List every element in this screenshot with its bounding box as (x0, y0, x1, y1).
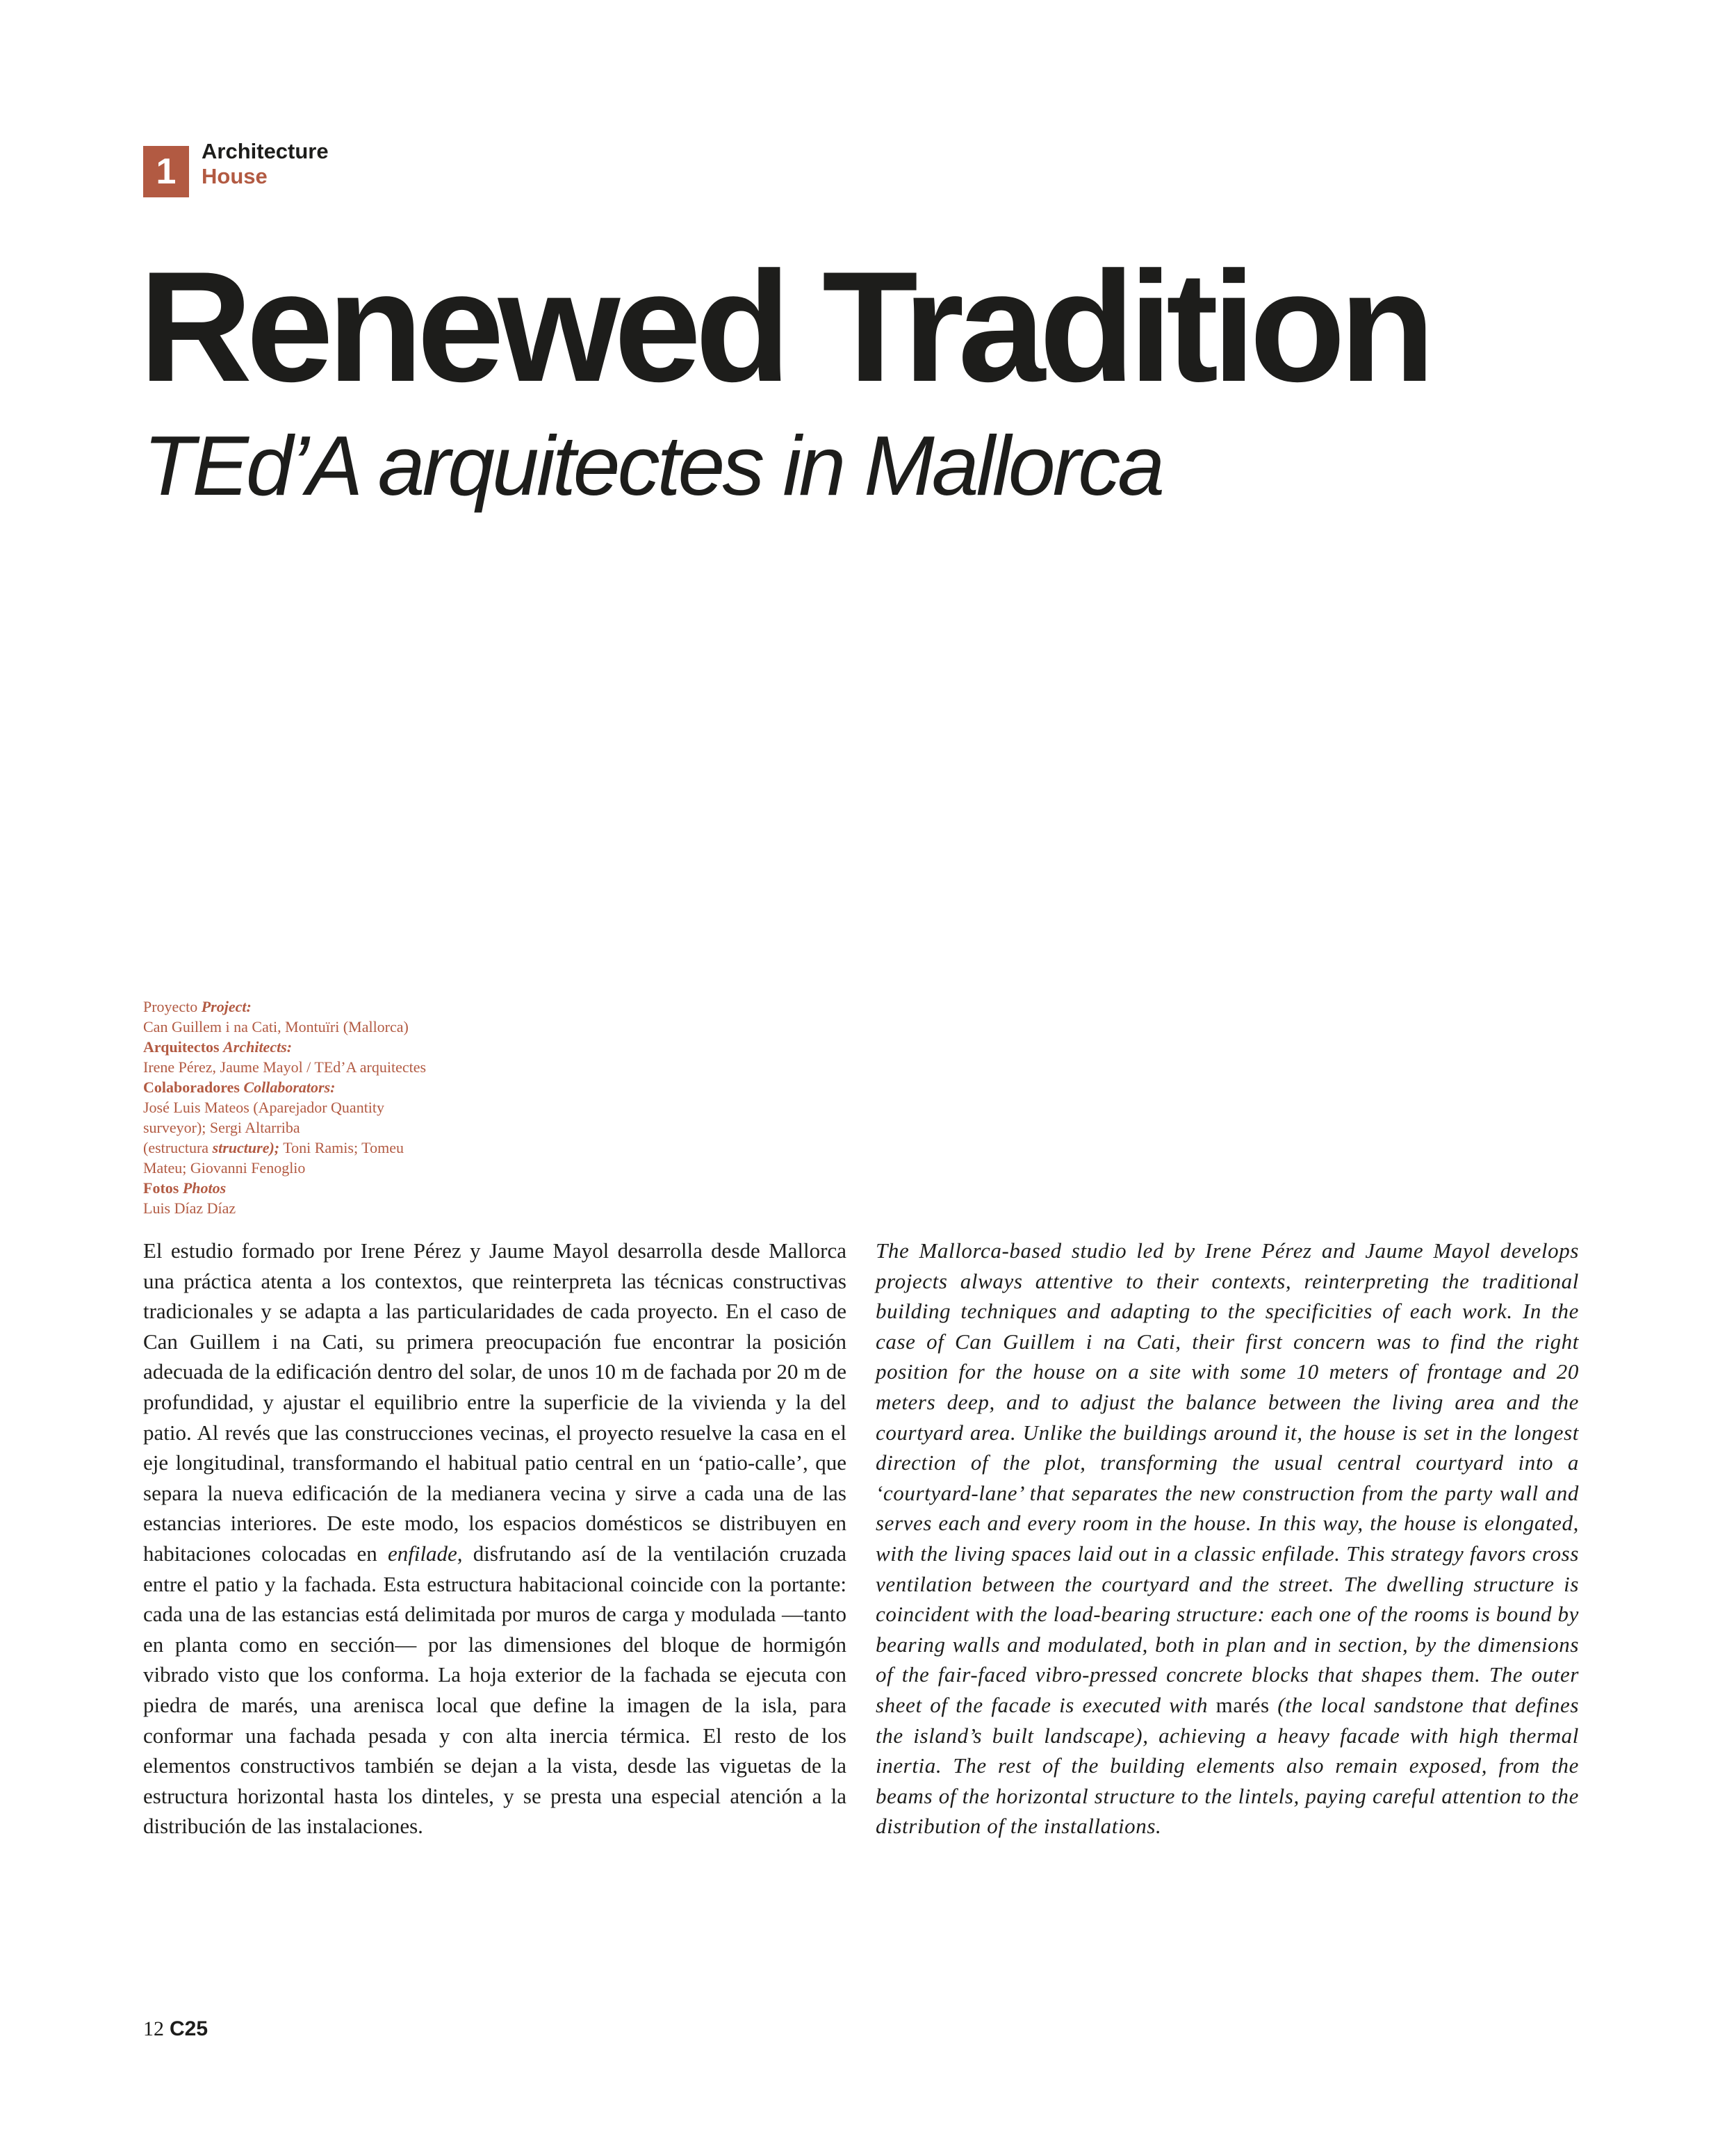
project-credits (143, 997, 532, 1218)
credit-label-es: Fotos (143, 1179, 179, 1197)
credit-label-es: Colaboradores (143, 1079, 240, 1096)
credit-architects-value: Irene Pérez, Jaume Mayol / TEd’A arquitectes (143, 1058, 427, 1076)
credit-label-en: Photos (182, 1179, 227, 1197)
page-number: 12 (143, 2017, 164, 2040)
section-number: 1 (143, 146, 189, 197)
section-subcategory: House (202, 164, 268, 188)
credit-collab-line: Mateu; Giovanni Fenoglio (143, 1159, 306, 1177)
credit-collab-line (143, 1138, 532, 1158)
page-folio (143, 2017, 208, 2042)
article-title: Renewed Tradition (139, 238, 1430, 414)
credit-photos-value: Luis Díaz Díaz (143, 1199, 236, 1217)
credit-collab-line: José Luis Mateos (Aparejador Quantity (143, 1099, 385, 1116)
credit-photos-heading (143, 1178, 532, 1198)
credit-architects-heading (143, 1037, 532, 1057)
body-text-roman: marés (1215, 1692, 1270, 1717)
body-text-english (876, 1236, 1579, 1842)
section-category: Architecture (202, 139, 329, 163)
body-text-run: disfrutando así de la ventilación cruzada entre el patio y la fachada. Esta estructura habitacional coincide con la portante: cada una de las estancias está delimitada por muros de carga y modulada —tanto en planta como en sección— por las dimensiones del bloque de hormigón vibrado visto que los conforma. La hoja exterior de la fachada se ejecuta con piedra de marés, una arenisca local que define la imagen de la isla, para conformar una fachada pesada y con alta inercia térmica. El resto de los elementos constructivos también se dejan a la vista, desde las viguetas de la estructura horizontal hasta los dinteles, y se presta una especial atención a la distribución de las instalaciones. (143, 1541, 846, 1839)
credit-project-value: Can Guillem i na Cati, Montuïri (Mallorca) (143, 1018, 409, 1035)
credit-collab-en: structure); (212, 1139, 280, 1156)
magazine-name: C25 (170, 2017, 208, 2040)
credit-label-es: Arquitectos (143, 1038, 220, 1056)
body-text-emphasis: enfilade, (387, 1541, 463, 1566)
credit-label-en: Project: (201, 998, 252, 1015)
credit-collaborators-heading (143, 1077, 532, 1097)
credit-project-heading (143, 997, 532, 1017)
credit-collab-text: (estructura (143, 1139, 213, 1156)
credit-label-en: Collaborators: (243, 1079, 336, 1096)
section-labels (202, 139, 329, 192)
body-text-run: The Mallorca-based studio led by Irene Pérez and Jaume Mayol develops projects always attentive to their contexts, reinterpreting the traditional building techniques and adapting to the specificities of each work. In the case of Can Guillem i na Cati, their first concern was to find the right position for the house on a site with some 10 meters of frontage and 20 meters deep, and to adjust the balance between the living area and the courtyard area. Unlike the buildings around it, the house is set in the longest direction of the plot, transforming the usual central courtyard into a ‘courtyard-lane’ that separates the new construction from the party wall and serves each and every room in the house. In this way, the house is elongated, with the living spaces laid out in a classic enfilade. This strategy favors cross ventilation between the courtyard and the street. The dwelling structure is coincident with the load-bearing structure: each one of the rooms is bound by bearing walls and modulated, both in plan and in section, by the dimensions of the fair-faced vibro-pressed concrete blocks that shapes them. The outer sheet of the facade is executed with (876, 1238, 1579, 1717)
credit-collab-line: surveyor); Sergi Altarriba (143, 1119, 300, 1136)
body-text-run: (the local sandstone that defines the island’s built landscape), achieving a heavy facade with high thermal inertia. The rest of the building elements also remain exposed, from the beams of the horizontal structure to the lintels, paying careful attention to the distribution of the installations. (876, 1692, 1579, 1839)
body-text-spanish (143, 1236, 846, 1842)
credit-label-en: Architects: (223, 1038, 293, 1056)
credit-label-es: Proyecto (143, 998, 198, 1015)
body-text-run: El estudio formado por Irene Pérez y Jaume Mayol desarrolla desde Mallorca una práctica atenta a los contextos, que reinterpreta las técnicas constructivas tradicionales y se adapta a las particularidades de cada proyecto. En el caso de Can Guillem i na Cati, su primera preocupación fue encontrar la posición adecuada de la edificación dentro del solar, de unos 10 m de fachada por 20 m de profundidad, y ajustar el equilibrio entre la superficie de la vivienda y la del patio. Al revés que las construcciones vecinas, el proyecto resuelve la casa en el eje longitudinal, transformando el habitual patio central en un ‘patio-calle’, que separa la nueva edificación de la medianera vecina y sirve a cada una de las estancias interiores. De este modo, los espacios domésticos se distribuyen en habitaciones colocadas en (143, 1238, 846, 1566)
credit-collab-text: Toni Ramis; Tomeu (279, 1139, 404, 1156)
article-subtitle: TEd’A arquitectes in Mallorca (143, 418, 1163, 513)
section-tag (143, 139, 329, 192)
